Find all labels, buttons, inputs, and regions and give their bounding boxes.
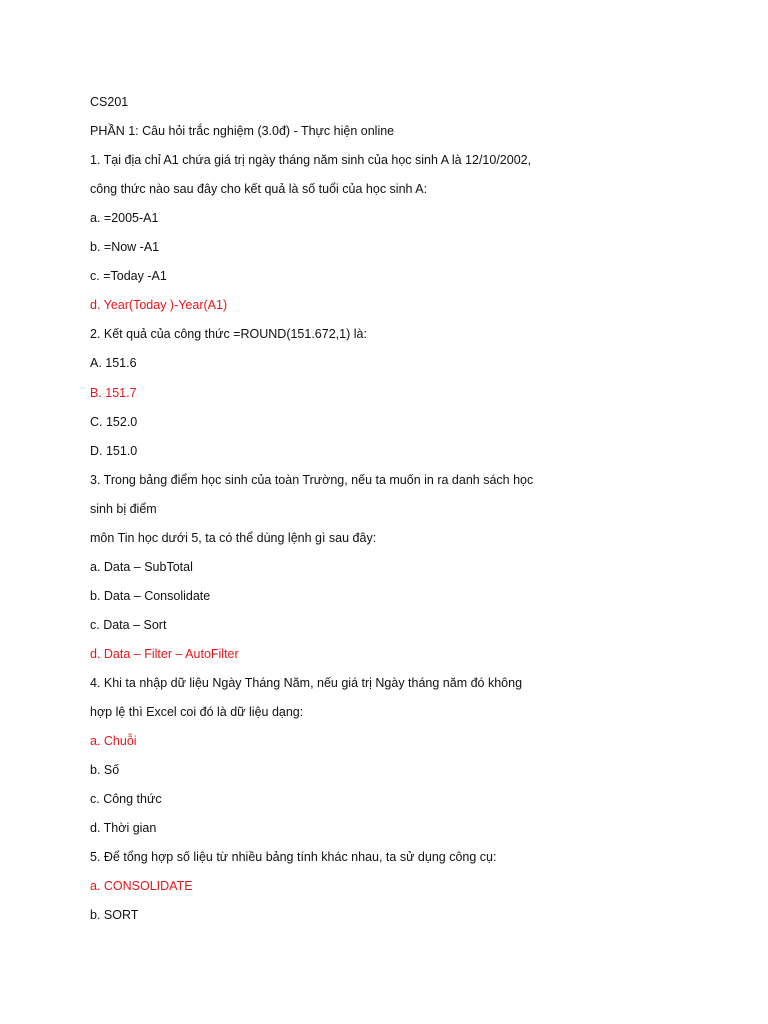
question-2-line-1: 2. Kết quả của công thức =ROUND(151.672,1) là: <box>90 327 367 341</box>
question-2-option-b: B. 151.7 <box>90 386 137 400</box>
question-1-option-a: a. =2005-A1 <box>90 211 159 225</box>
question-4-line-2: hợp lệ thì Excel coi đó là dữ liệu dạng: <box>90 705 304 719</box>
question-5-option-a: a. CONSOLIDATE <box>90 879 193 893</box>
question-5-option-b: b. SORT <box>90 908 139 922</box>
question-3-option-d: d. Data – Filter – AutoFilter <box>90 647 239 661</box>
question-4-option-c: c. Công thức <box>90 792 162 806</box>
question-1-option-c: c. =Today -A1 <box>90 269 167 283</box>
question-3-option-b: b. Data – Consolidate <box>90 589 211 603</box>
question-5-line-1: 5. Để tổng hợp số liệu từ nhiều bảng tính khác nhau, ta sử dụng công cụ: <box>90 850 497 864</box>
question-3-line-1: 3. Trong bảng điểm học sinh của toàn Trường, nếu ta muốn in ra danh sách học <box>90 473 534 487</box>
section-title: PHẦN 1: Câu hỏi trắc nghiệm (3.0đ) - Thực hiện online <box>90 124 395 138</box>
question-3-line-3: môn Tin học dưới 5, ta có thể dùng lệnh gì sau đây: <box>90 531 377 545</box>
question-1-option-b: b. =Now -A1 <box>90 240 160 254</box>
question-2-option-c: C. 152.0 <box>90 415 138 429</box>
question-1-line-1: 1. Tại địa chỉ A1 chứa giá trị ngày tháng năm sinh của học sinh A là 12/10/2002, <box>90 153 532 167</box>
course-code: CS201 <box>90 95 129 109</box>
question-4-option-a: a. Chuỗi <box>90 734 137 748</box>
question-1-line-2: công thức nào sau đây cho kết quả là số tuổi của học sinh A: <box>90 182 428 196</box>
question-3-option-a: a. Data – SubTotal <box>90 560 193 574</box>
question-4-option-b: b. Số <box>90 763 120 777</box>
question-3-option-c: c. Data – Sort <box>90 618 167 632</box>
question-2-option-d: D. 151.0 <box>90 444 138 458</box>
question-1-option-d: d. Year(Today )-Year(A1) <box>90 298 228 312</box>
question-4-option-d: d. Thời gian <box>90 821 157 835</box>
question-4-line-1: 4. Khi ta nhập dữ liệu Ngày Tháng Năm, nếu giá trị Ngày tháng năm đó không <box>90 676 523 690</box>
question-3-line-2: sinh bị điểm <box>90 502 157 516</box>
question-2-option-a: A. 151.6 <box>90 356 137 370</box>
